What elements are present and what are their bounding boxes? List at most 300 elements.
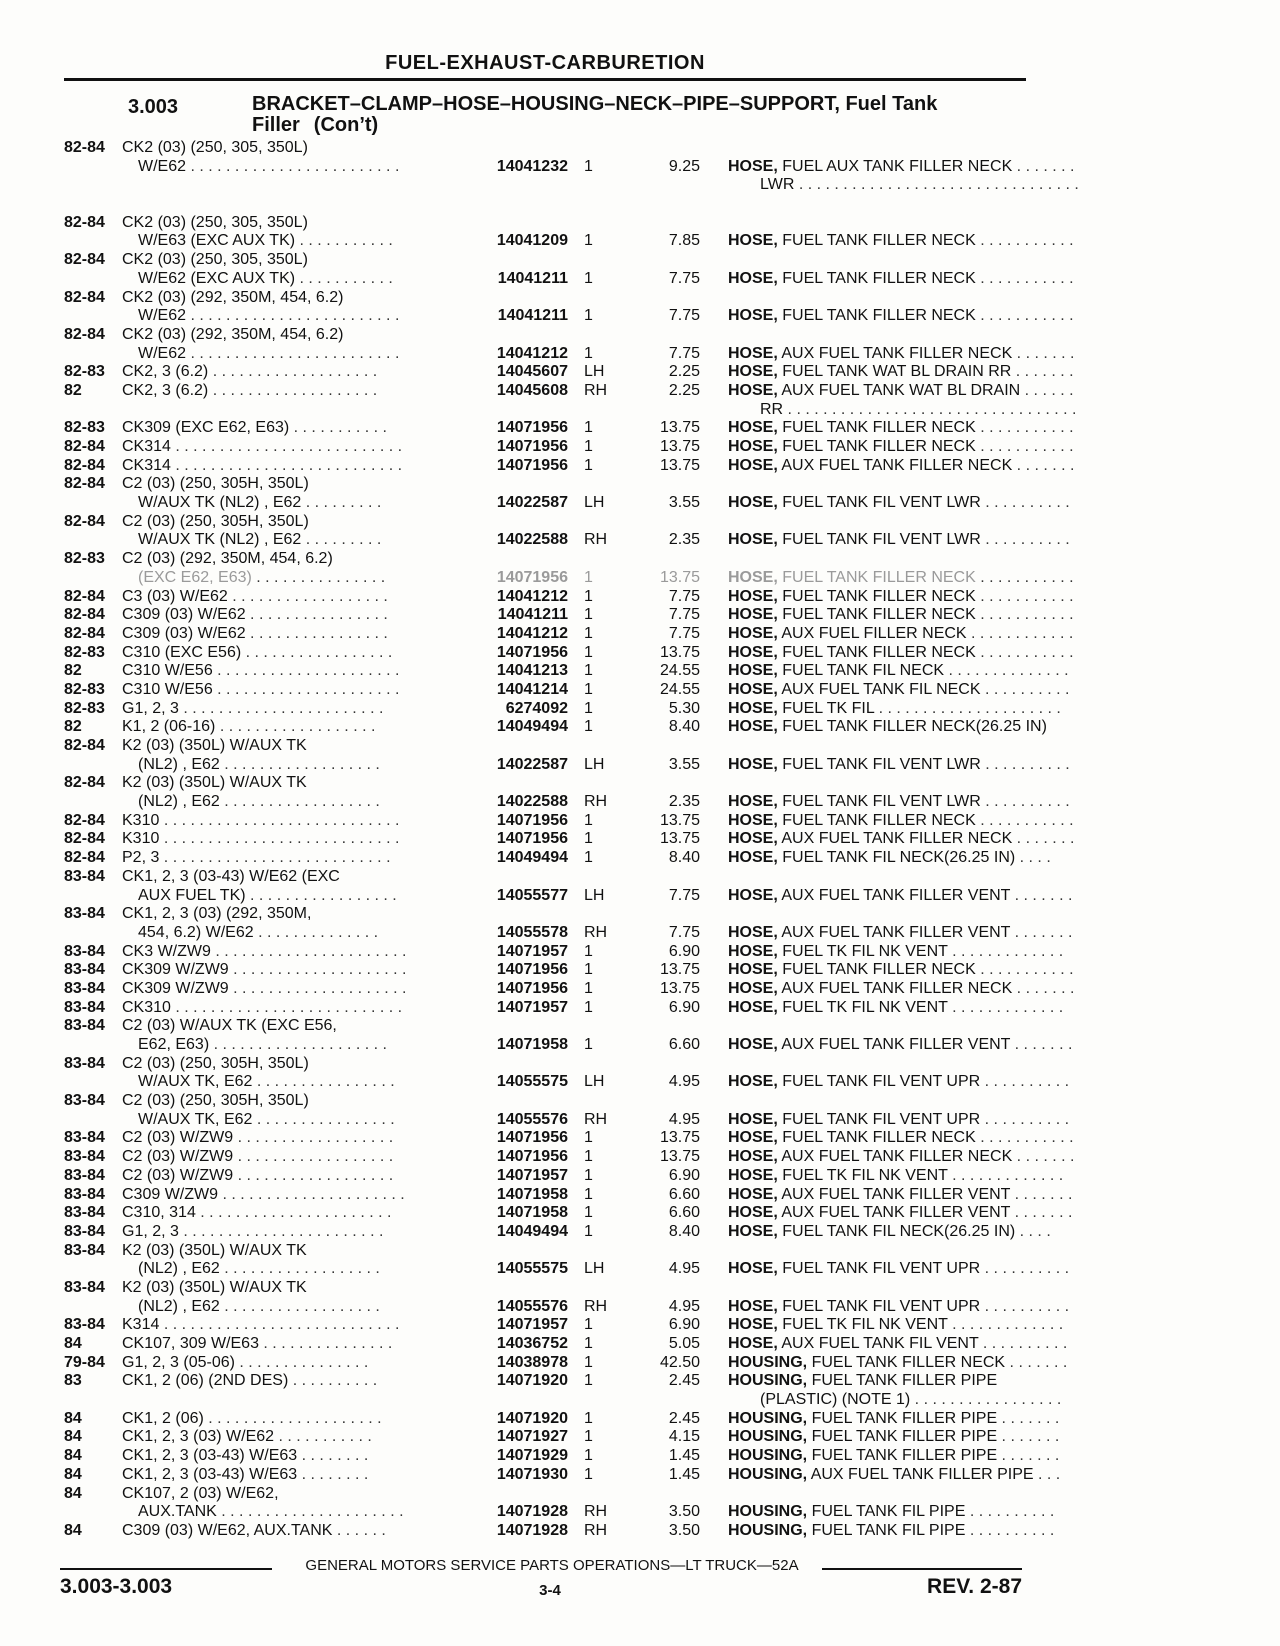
model-text: C2 (03) W/ZW9 [122,1129,234,1147]
model-application [138,158,399,177]
table-row [64,998,1064,1018]
quantity: 1 [584,1465,593,1483]
part-number: 14045607 [496,363,568,381]
quantity: 1 [584,811,593,829]
table-row [64,624,1074,644]
model-application [122,662,399,681]
part-number: 14022588 [496,531,568,549]
part-number: 14041211 [497,269,568,287]
part-description [760,176,1079,195]
leader-dots: . . . . . . . . . . . [295,232,393,250]
part-description [728,1186,1072,1205]
price: 13.75 [659,643,700,661]
table-row [64,905,1044,924]
model-application [122,1279,307,1298]
part-description [728,158,1074,177]
part-name: HOSE, [728,307,778,325]
quantity: 1 [584,1335,593,1352]
model-text: C2 (03) (292, 350M, 454, 6.2) [122,550,333,568]
table-row [64,886,1073,906]
model-year: 83-84 [64,1148,105,1166]
quantity: 1 [584,456,593,474]
leader-dots: . . . . . . . [1012,344,1075,362]
description-text: AUX FUEL TANK FIL VENT [777,1335,979,1352]
quantity: 1 [584,1316,593,1334]
part-number: 14041209 [496,232,568,250]
model-text: (EXC E62, E63) [138,568,252,586]
price: 2.35 [668,531,700,549]
part-name: HOSE, [728,961,778,979]
description-text: FUEL TANK FIL PIPE [807,1503,966,1521]
model-text: C309 W/ZW9 [122,1185,219,1203]
price: 4.95 [668,1260,700,1278]
quantity: LH [584,886,605,904]
leader-dots: . . . . . . . . . . . . . . . . . . . . . . . . . . . . . . . . . [783,400,1077,418]
quantity: 1 [584,307,593,325]
leader-dots: . . . . . . . . . . . [975,961,1074,979]
part-description [728,644,1074,663]
table-row [64,662,1069,681]
model-application [122,1466,368,1485]
row-spacer [64,195,1044,214]
price: 1.45 [668,1447,700,1465]
leader-dots: . . . . . . . . . . . . . . . . . . . . . . . . . . . . . . . . [794,176,1079,194]
description-text: AUX FUEL TANK FILLER NECK [777,979,1013,997]
part-name: HOSE, [728,157,778,175]
model-application [138,887,397,906]
model-year: 83-84 [64,1222,105,1240]
part-number: 14071956 [496,1148,568,1166]
model-application [122,475,309,494]
price: 7.75 [668,886,700,904]
part-description [728,1466,1060,1485]
leader-dots: . . . . . . . . . . [965,1521,1055,1539]
model-text: CK310 [122,998,171,1016]
table-row [64,699,1061,719]
leader-dots: . . . . . . . [997,1428,1060,1446]
quantity: 1 [584,662,593,680]
leader-dots: . . . . . . . . . . [980,755,1070,773]
description-text: FUEL TANK FILLER NECK [777,1129,976,1147]
section-title-line-2 [252,115,1032,136]
table-row [64,1129,1074,1148]
description-text: AUX FUEL TANK FILLER NECK [777,1148,1013,1166]
table-row [64,1447,1060,1466]
model-year: 82-84 [64,438,105,455]
leader-dots: . . . . . . . [1010,1185,1073,1203]
price: 13.75 [659,419,700,437]
price: 2.45 [668,1409,700,1427]
model-year: 83-84 [64,1092,105,1110]
model-year: 83-84 [64,1278,105,1296]
table-row [64,979,1075,999]
part-name: HOSE, [728,1073,778,1091]
part-number: 14055576 [496,1110,568,1128]
model-year: 84 [64,1428,82,1446]
footer-revision: REV. 2-87 [927,1575,1022,1598]
part-number: 14071957 [496,998,568,1016]
part-description [728,1204,1072,1223]
model-application [122,961,407,980]
model-application [122,737,307,756]
price: 13.75 [659,811,700,829]
leader-dots: . . . . . . . . . . . [295,269,393,287]
table-row [64,718,1047,737]
description-text: FUEL TANK FILLER NECK [777,811,976,829]
quantity: 1 [584,1372,593,1390]
model-text: C2 (03) W/ZW9 [122,1166,234,1184]
table-row [64,1521,1055,1541]
leader-dots: . . . . . . . . . . [980,1110,1070,1128]
price: 13.75 [659,830,700,848]
leader-dots: . . . . . . . . . . . . [966,624,1074,642]
leader-dots: . . . . . . . . . . . . . . . . . . . . . . . [178,1222,384,1240]
table-row [64,1092,1044,1111]
leader-dots: . . . . . . . . . . . . . . . . . . . . [203,1409,382,1427]
part-number: 14055575 [496,1260,568,1278]
table-row [64,868,1044,887]
description-text: FUEL TK FIL NK VENT [777,1316,948,1334]
model-year: 82-84 [64,624,105,642]
model-text: CK309 W/ZW9 [122,979,229,997]
part-description [728,887,1072,906]
leader-dots: . . . . . . . . . . . . . . . . [245,606,388,624]
leader-dots: . . . . . . . . . . . . . . [944,662,1069,680]
model-text: K314 [122,1316,160,1334]
leader-dots: . . . . . . . [1012,830,1075,848]
leader-dots: . . . . . . . . . . . . . . . . . . . . . . . . . . . [159,1316,400,1334]
table-row [64,755,1070,775]
description-text: FUEL TANK FILLER NECK [777,587,976,605]
part-number: 14071956 [496,456,568,474]
part-number: 14055578 [496,923,568,941]
part-name: HOUSING, [728,1521,808,1539]
table-row [64,1353,1068,1373]
leader-dots: . . . . . . . [1010,1036,1073,1053]
leader-dots: . . . . . . . . . . . . . . . . . . . . . . . [178,699,384,717]
model-year: 82-84 [64,251,105,269]
price: 7.75 [668,344,700,362]
model-application [138,1036,387,1055]
quantity: RH [584,793,608,811]
model-text: C310, 314 [122,1204,196,1222]
price: 13.75 [659,1148,700,1166]
part-description [728,382,1074,401]
quantity: 1 [584,1185,593,1203]
leader-dots: . . . . . . . . . . . . . . . . . [245,886,397,904]
model-text: C2 (03) (250, 305H, 350L) [122,1092,309,1110]
part-description [728,793,1070,812]
part-description [728,1316,1063,1335]
description-text: FUEL TANK FILLER NECK [807,1353,1006,1371]
model-text: C309 (03) W/E62 [122,606,246,624]
leader-dots: . . . . . . . [997,1409,1060,1427]
footer-publisher: GENERAL MOTORS SERVICE PARTS OPERATIONS—LT TRUCK—52A [305,1557,799,1574]
footer-page-number: 3-4 [539,1582,561,1599]
leader-dots: . . . . . . . . . . [965,1503,1055,1521]
part-name: HOSE, [728,1110,778,1128]
leader-dots: . . . . . . . . . . . . . . . . . . . . . . . . . . . [159,811,400,829]
model-year: 82-84 [64,830,105,848]
description-text: FUEL TANK FILLER NECK [777,643,976,661]
model-application [122,1204,391,1223]
model-application [122,1372,377,1391]
model-year: 82-84 [64,288,105,306]
part-name: HOSE, [728,606,778,624]
model-text: K310 [122,830,160,848]
part-number: 14071957 [496,942,568,960]
leader-dots: . . . . . . . . . . . [975,269,1074,287]
model-year: 82-84 [64,774,105,792]
description-text: FUEL TANK FILLER NECK [777,961,976,979]
leader-dots: . . . . . . . . . . [980,531,1070,549]
quantity: 1 [584,680,593,698]
model-year: 82-84 [64,849,105,867]
leader-dots: . . . . . . . . . . . . . . . . . . . . . . . . [186,307,400,325]
price: 3.55 [668,494,700,512]
model-text: K310 [122,811,160,829]
description-text: FUEL TANK FILLER PIPE [807,1372,998,1390]
model-year: 83-84 [64,1017,105,1035]
quantity: 1 [584,1204,593,1222]
leader-dots: . . . . . . . . . . . . . . . . [252,1110,395,1128]
quantity: 1 [584,1428,593,1446]
table-row [64,1073,1070,1092]
part-description [728,662,1069,681]
table-row [64,269,1074,289]
price: 5.30 [668,699,700,717]
description-text: FUEL TANK FILLER PIPE [807,1447,998,1465]
leader-dots: . . . . . . . . . . . [975,643,1074,661]
table-row [64,849,1051,868]
price: 5.05 [668,1335,700,1352]
part-description [728,999,1063,1018]
quantity: 1 [584,344,593,362]
price: 13.75 [659,961,700,979]
leader-dots: . . . . . . . . . . . . . . . . . . . [208,363,378,381]
quantity: 1 [584,1222,593,1240]
quantity: 1 [584,699,593,717]
table-row [64,811,1074,831]
leader-dots: . . . . . . . . . . [980,494,1070,512]
description-text: AUX FUEL TANK FIL NECK [777,680,981,698]
leader-dots: . . . . . . . . . . . . . . . . . . . . . . [210,942,407,960]
leader-dots: . . . . . . . . . . . [289,419,387,437]
part-description [728,681,1069,700]
model-text: CK2, 3 (6.2) [122,381,209,399]
leader-dots: . . . . . . . . . . . [975,419,1074,437]
model-text: C2 (03) (250, 305H, 350L) [122,1054,309,1072]
part-number: 14071958 [496,1036,568,1053]
model-application [122,999,402,1018]
price: 6.90 [668,998,700,1016]
description-text: FUEL TANK FIL VENT LWR [777,494,981,512]
part-name: HOUSING, [728,1465,808,1483]
model-application [122,625,388,644]
part-number: 14071920 [496,1409,568,1427]
description-text: FUEL TANK FIL PIPE [807,1521,966,1539]
model-application [122,1354,368,1373]
model-text: AUX.TANK [138,1503,217,1521]
table-row [64,1148,1075,1167]
part-name: HOSE, [728,568,778,586]
part-number: 14041212 [496,344,568,362]
model-text: K1, 2 (06-16) [122,718,216,736]
model-year: 82-83 [64,550,105,568]
section-title-line-1: BRACKET–CLAMP–HOSE–HOUSING–NECK–PIPE–SUPPORT, Fuel Tank [252,93,938,115]
part-name: HOSE, [728,886,778,904]
part-description [728,924,1072,943]
table-row [64,1372,1044,1391]
leader-dots: . . . . . . . . . . . . . . . . . [910,1391,1062,1409]
model-text: G1, 2, 3 (05-06) [122,1353,235,1371]
model-text: C310 W/E56 [122,680,213,698]
description-text: FUEL TANK FILLER PIPE [807,1409,998,1427]
quantity: 1 [584,1148,593,1166]
model-application [122,550,333,569]
quantity: 1 [584,998,593,1016]
part-description [728,1223,1051,1242]
model-text: W/AUX TK (NL2) , E62 [138,531,302,549]
part-name: HOSE, [728,1148,778,1166]
model-year: 83-84 [64,961,105,979]
part-description [728,232,1074,251]
quantity: 1 [584,419,593,437]
model-text: K2 (03) (350L) W/AUX TK [122,774,307,792]
table-row [64,830,1075,849]
model-year: 83-84 [64,979,105,997]
part-number: 14071956 [496,419,568,437]
leader-dots: . . . . . . . [1010,1204,1073,1222]
model-application [122,1186,405,1205]
part-number: 14022587 [496,755,568,773]
part-name: HOSE, [728,531,778,549]
table-row [64,1166,1064,1186]
model-application [122,774,307,793]
part-description [728,1372,997,1391]
leader-dots: . . . . . . . . . . . [975,307,1074,325]
model-application [122,251,308,270]
price: 7.75 [668,624,700,642]
model-year: 82-84 [64,325,105,343]
part-name: HOSE, [728,830,778,848]
price: 4.95 [668,1297,700,1315]
quantity: 1 [584,643,593,661]
quantity: LH [584,1260,605,1278]
leader-dots: . . . . . . . . . . [980,680,1070,698]
quantity: 1 [584,718,593,736]
leader-dots: . . . . . . . . . . . . . . . . . . [233,1166,394,1184]
leader-dots: . . . . . . . . . . . [975,606,1074,624]
table-row [64,1036,1073,1055]
footer-rule-left [60,1568,272,1570]
part-description [728,1503,1054,1522]
leader-dots: . . . . . . . [1005,1353,1068,1371]
part-name: HOSE, [728,811,778,829]
model-application [138,569,385,588]
model-year: 83-84 [64,1241,105,1259]
leader-dots: . . . . . . . [1012,157,1075,175]
model-text: CK107, 2 (03) W/E62, [122,1484,279,1502]
footer-rule-right [822,1568,1022,1570]
part-description [728,756,1070,775]
model-year: 84 [64,1521,82,1539]
part-number: 14022588 [496,793,568,811]
quantity: 1 [584,269,593,287]
leader-dots: . . . . . . . . . . . [975,587,1074,605]
model-year: 82-84 [64,512,105,530]
leader-dots: . . . . . . . . . . . [975,1129,1074,1147]
model-text: W/AUX TK, E62 [138,1073,253,1091]
price: 7.75 [668,307,700,325]
part-number: 14071956 [496,961,568,979]
model-text: CK3 W/ZW9 [122,942,211,960]
leader-dots: . . . . . . . . . . . . . . . . . . [219,1260,380,1278]
leader-dots: . . . . . . . . . [301,531,382,549]
model-text: AUX FUEL TK) [138,886,246,904]
quantity: RH [584,1521,608,1539]
model-text: CK1, 2, 3 (03) W/E62 [122,1428,275,1446]
leader-dots: . . . . . . . . . . . . . . . . . . . . . . . . [186,344,400,362]
model-application [122,849,391,868]
model-text: CK1, 2, 3 (03-43) W/E63 [122,1447,298,1465]
table-row [64,289,1044,308]
model-application [122,812,399,831]
part-name: HOUSING, [728,1503,808,1521]
leader-dots: . . . . . . . . . . . . . . . . . . . . . . . . . . [170,456,403,474]
quantity: RH [584,1110,608,1128]
leader-dots: . . . . . . . . . . . . . . . . . . . . . . [195,1204,392,1222]
leader-dots: . . . . . . . . . . . . . [947,1316,1064,1334]
leader-dots: . . . . . . . . . . . [975,232,1074,250]
part-number: 6274092 [505,699,568,717]
quantity: LH [584,494,605,512]
part-name: HOUSING, [728,1428,808,1446]
part-name: HOSE, [728,699,778,717]
model-year: 83-84 [64,998,105,1016]
part-name: HOSE, [728,624,778,642]
model-year: 82-84 [64,606,105,624]
part-number: 14055575 [496,1073,568,1091]
model-text: W/E62 [138,344,187,362]
model-text: CK2, 3 (6.2) [122,363,209,381]
description-text: FUEL TANK FILLER NECK [777,307,976,325]
description-text: AUX FUEL TANK FILLER VENT [777,1036,1011,1053]
quantity: 1 [584,849,593,867]
model-text: CK314 [122,438,171,455]
model-text: C310 W/E56 [122,662,213,680]
table-row [64,494,1070,513]
leader-dots: . . . . . . . . . . [978,1335,1068,1352]
part-name: HOSE, [728,381,778,399]
part-number: 14055576 [496,1297,568,1315]
model-year: 83-84 [64,1316,105,1334]
part-description [728,345,1074,364]
part-description [728,531,1070,550]
part-description [728,1167,1063,1186]
model-application [138,924,378,943]
part-number: 14022587 [496,494,568,512]
quantity: 1 [584,157,593,175]
description-text: FUEL TK FIL NK VENT [777,1166,948,1184]
price: 8.40 [668,718,700,736]
model-year: 82-84 [64,811,105,829]
model-application [122,1017,337,1036]
table-row [64,737,1044,756]
model-year: 82-84 [64,456,105,474]
price: 6.60 [668,1036,700,1053]
table-row [64,643,1074,663]
